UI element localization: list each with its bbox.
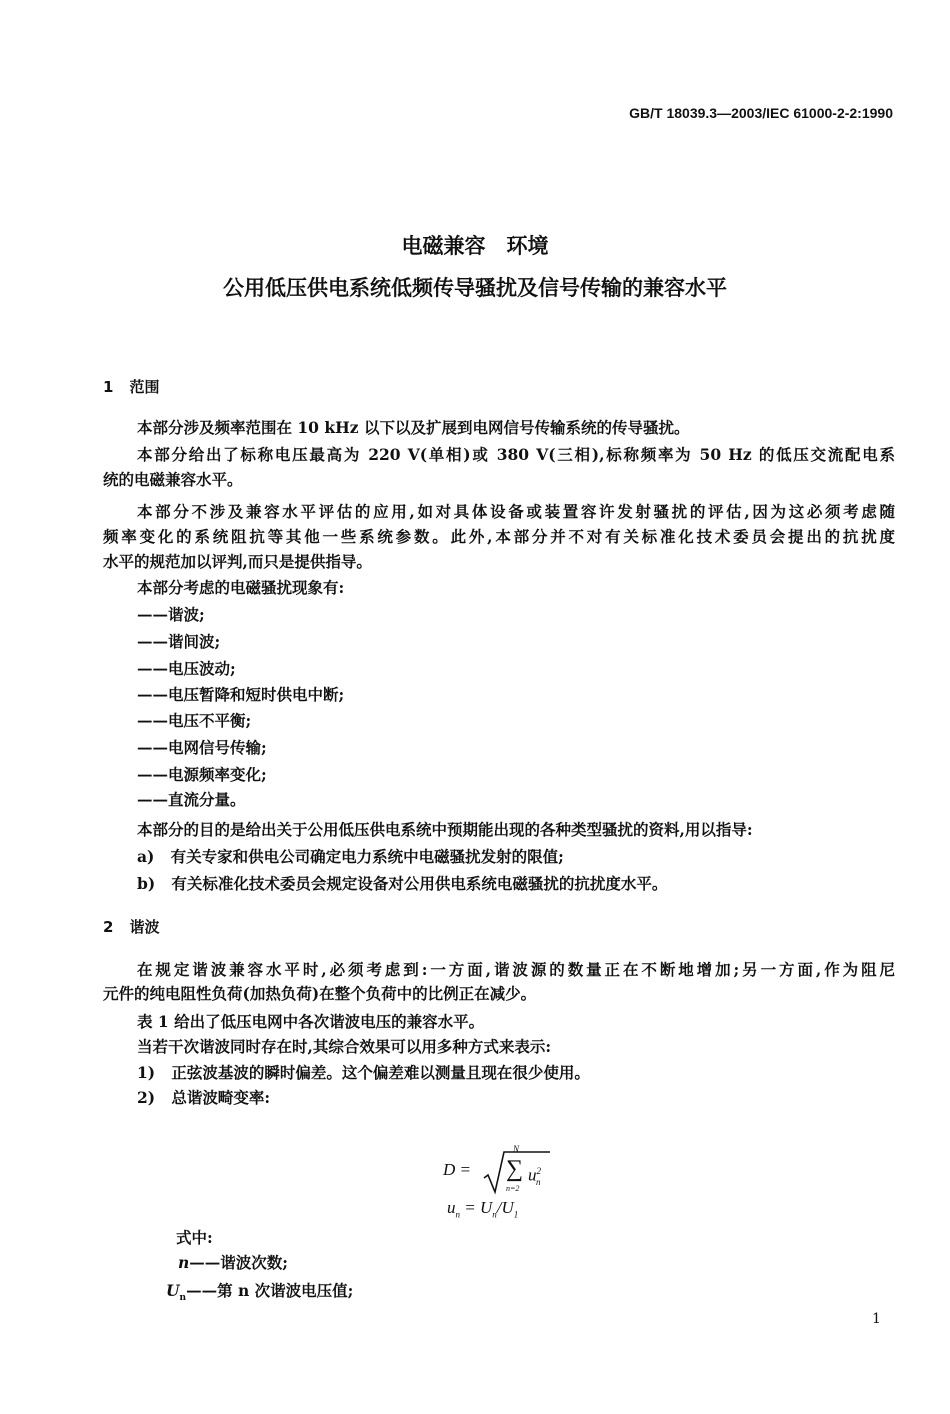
definition-n: n——谐波次数; xyxy=(178,1253,289,1272)
paragraph-line: 元件的纯电阻性负荷(加热负荷)在整个负荷中的比例正在减少。 xyxy=(103,984,537,1003)
list-item: ——直流分量。 xyxy=(137,790,246,809)
item-text: 有关专家和供电公司确定电力系统中电磁骚扰发射的限值; xyxy=(170,847,564,866)
section-title: 谐波 xyxy=(129,918,160,936)
item-label: 2) xyxy=(137,1088,156,1107)
list-item: ——电源频率变化; xyxy=(137,765,267,784)
sum-lower-limit: n=2 xyxy=(506,1184,520,1193)
where-label: 式中: xyxy=(176,1228,213,1247)
list-item xyxy=(137,1088,270,1108)
sum-sign: ∑ xyxy=(506,1156,524,1182)
paragraph-line: 本部分不涉及兼容水平评估的应用,如对具体设备或装置容许发射骚扰的评估,因为这必须考虑随 xyxy=(137,502,895,521)
section-2-heading xyxy=(103,916,175,937)
paragraph-line: 本部分涉及频率范围在 10 kHz 以下以及扩展到电网信号传输系统的传导骚扰。 xyxy=(137,418,690,437)
list-item: ——电压不平衡; xyxy=(137,711,252,730)
section-1-heading xyxy=(103,376,175,397)
list-item: ——电网信号传输; xyxy=(137,738,267,757)
list-item: ——电压波动; xyxy=(137,659,236,678)
item-text: 总谐波畸变率: xyxy=(171,1088,271,1107)
item-label: b) xyxy=(137,874,156,893)
list-item xyxy=(137,847,564,867)
list-item: ——谐间波; xyxy=(137,632,221,651)
paragraph-line: 统的电磁兼容水平。 xyxy=(103,470,243,489)
list-item: ——电压暂降和短时供电中断; xyxy=(137,685,345,704)
list-item xyxy=(137,1063,590,1083)
sum-term: $u^2_n$ xyxy=(528,1165,541,1188)
formula-lhs: D = xyxy=(443,1160,471,1179)
paragraph-line: 频率变化的系统阻抗等其他一些系统参数。此外,本部分并不对有关标准化技术委员会提出的抗扰度 xyxy=(103,527,895,546)
title-line-1: 电磁兼容 环境 xyxy=(401,234,549,258)
list-item: ——谐波; xyxy=(137,605,205,624)
document-header: GB/T 18039.3—2003/IEC 61000-2-2:1990 xyxy=(629,105,893,121)
paragraph-line: 当若干次谐波同时存在时,其综合效果可以用多种方式来表示: xyxy=(137,1037,552,1056)
definition-un: $U_n——$第 n 次谐波电压值; xyxy=(166,1281,354,1304)
un-definition: $u_n = U_n/U_1$ xyxy=(447,1198,519,1220)
sum-upper-limit: N xyxy=(513,1144,520,1154)
item-text: 正弦波基波的瞬时偏差。这个偏差难以测量且现在很少使用。 xyxy=(171,1063,590,1082)
section-number: 2 xyxy=(103,918,114,936)
paragraph-line: 水平的规范加以评判,而只是提供指导。 xyxy=(103,552,372,571)
title-line-2: 公用低压供电系统低频传导骚扰及信号传输的兼容水平 xyxy=(223,276,727,300)
item-label: a) xyxy=(137,847,155,866)
paragraph-line: 本部分考虑的电磁骚扰现象有: xyxy=(137,578,345,597)
section-number: 1 xyxy=(103,378,114,396)
paragraph-line: 在规定谐波兼容水平时,必须考虑到:一方面,谐波源的数量正在不断地增加;另一方面,作为阻尼 xyxy=(137,960,895,979)
paragraph-line: 本部分的目的是给出关于公用低压供电系统中预期能出现的各种类型骚扰的资料,用以指导: xyxy=(137,820,753,839)
item-text: 有关标准化技术委员会规定设备对公用供电系统电磁骚扰的抗扰度水平。 xyxy=(171,874,668,893)
page-number: 1 xyxy=(872,1311,881,1327)
paragraph-line: 本部分给出了标称电压最高为 220 V(单相)或 380 V(三相),标称频率为 50 Hz 的低压交流配电系 xyxy=(137,445,895,464)
paragraph-line: 表 1 给出了低压电网中各次谐波电压的兼容水平。 xyxy=(137,1012,485,1031)
list-item xyxy=(137,874,667,894)
section-title: 范围 xyxy=(129,378,160,396)
item-label: 1) xyxy=(137,1063,156,1082)
